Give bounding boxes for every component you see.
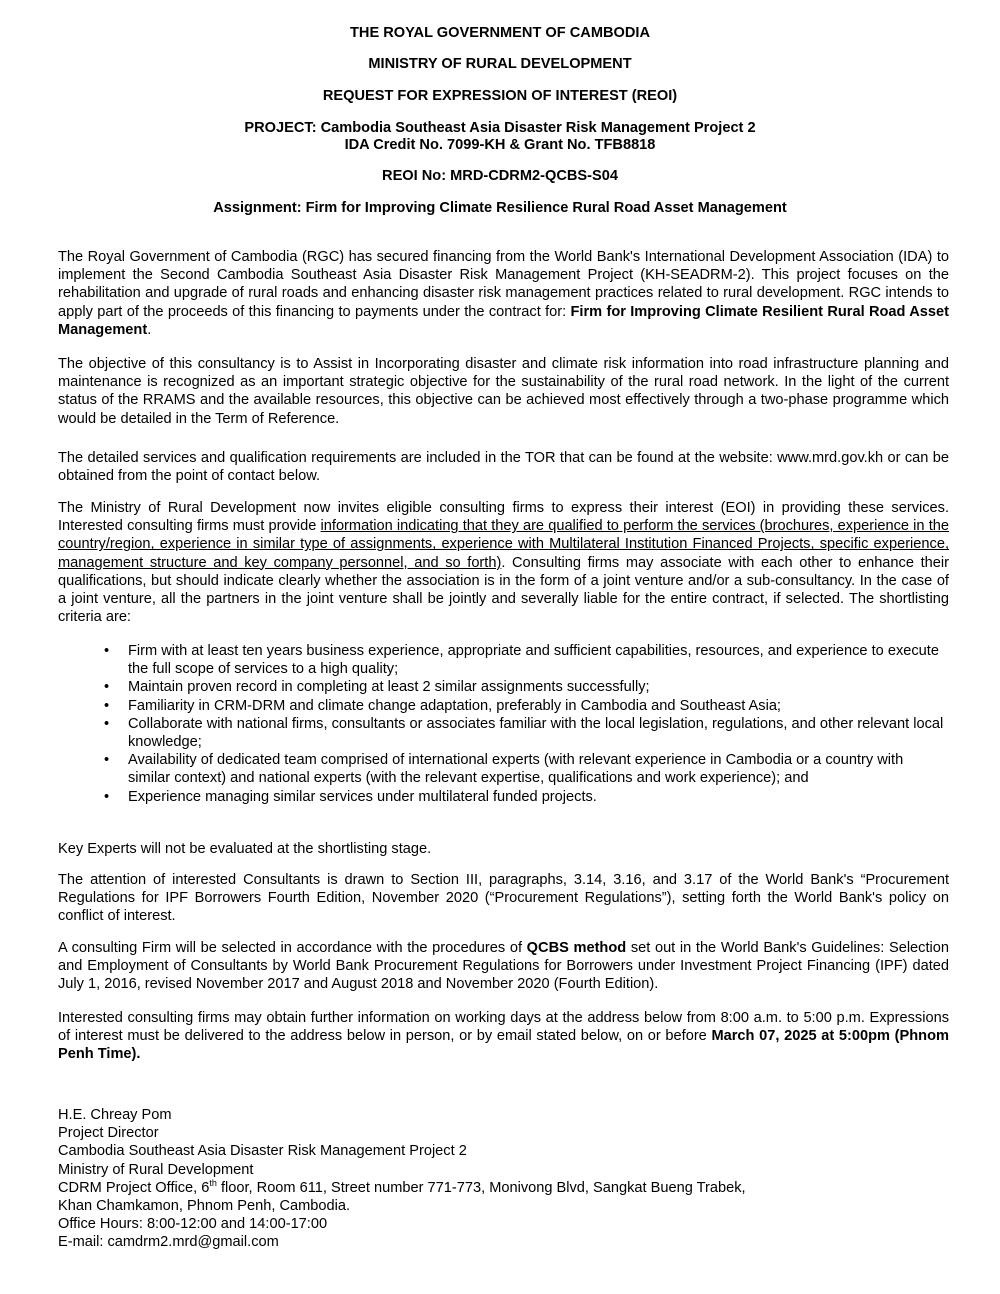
qualification-info-underlined: information indicating that they are qualified to perform the services (brochures, experience in the country/region, experience in similar type of assignments, experience with Multilateral Institution Financed Projects, specific experience, management structure and key company personnel, and so forth) xyxy=(58,518,949,571)
paragraph-selection-method xyxy=(58,939,949,994)
paragraph-key-experts: Key Experts will not be evaluated at the shortlisting stage. xyxy=(58,841,432,857)
criteria-item: • Firm with at least ten years business experience, appropriate and sufficient capabilities, resources, and experience to execute the full scope of services to a high quality; xyxy=(104,643,939,678)
paragraph-tor: The detailed services and qualification requirements are included in the TOR that can be found at the website: www.mrd.gov.kh or can be obtained from the point of contact below. xyxy=(58,450,949,485)
header-reoi-title: REQUEST FOR EXPRESSION OF INTEREST (REOI) xyxy=(322,88,678,104)
paragraph-financing xyxy=(58,248,949,339)
paragraph-conflict-of-interest: The attention of interested Consultants is drawn to Section III, paragraphs, 3.14, 3.16, and 3.17 of the World Bank's “Procurement Regulations for IPF Borrowers Fourth Edition, November 2020 (“Procurement Regulations”), setting forth the World Bank's policy on conflict of interest. xyxy=(58,872,949,925)
bullet-icon: • xyxy=(104,643,110,659)
bullet-icon: • xyxy=(104,715,110,732)
criteria-item: • Collaborate with national firms, consultants or associates familiar with the local legislation, regulations, and other relevant local knowledge; xyxy=(104,715,944,751)
paragraph-financing-text: The Royal Government of Cambodia (RGC) has secured financing from the World Bank's International Development Association (IDA) to implement the Second Cambodia Southeast Asia Disaster Risk Management Project (KH-SEADRM-2). This project focuses on the rehabilitation and upgrade of rural roads and enhancing disaster risk management practices related to rural development. RGC intends to apply part of the proceeds of this financing to payments under the contract for: xyxy=(58,249,949,320)
criteria-item: • Experience managing similar services under multilateral funded projects. xyxy=(104,788,597,805)
contract-name: Firm for Improving Climate Resilient Rural Road Asset Management xyxy=(58,303,949,338)
qcbs-method: QCBS method xyxy=(526,940,627,956)
deadline-text: Interested consulting firms may obtain further information on working days at the address below from 8:00 a.m. to 5:00 p.m. Expressions of interest must be delivered to the address below in person, or by email stated below, on or before xyxy=(58,1010,949,1045)
shortlisting-criteria-list xyxy=(58,642,949,806)
contact-block xyxy=(58,1106,949,1252)
selection-text-end: set out in the World Bank's Guidelines: Selection and Employment of Consultants by World Bank Procurement Regulations for Borrowers under Investment Project Financing (IPF) dated July 1, 2016, revised November 2017 and August 2018 and November 2020 (Fourth Edition). xyxy=(58,940,950,993)
header-assignment: Assignment: Firm for Improving Climate Resilience Rural Road Asset Management xyxy=(213,200,787,216)
bullet-icon: • xyxy=(104,788,110,805)
header-government: THE ROYAL GOVERNMENT OF CAMBODIA xyxy=(350,25,650,41)
invitation-text-end: . Consulting firms may associate with each other to enhance their qualifications, but should indicate clearly whether the association is in the form of a joint venture and/or a sub-consultancy. In the case of a joint venture, all the partners in the joint venture shall be jointly and severally liable for the entire contract, if selected. The shortlisting criteria are: xyxy=(58,554,949,626)
contact-name: H.E. Chreay Pom xyxy=(58,1107,172,1123)
contact-email[interactable]: E-mail: camdrm2.mrd@gmail.com xyxy=(58,1234,279,1251)
contact-office-hours: Office Hours: 8:00-12:00 and 14:00-17:00 xyxy=(58,1216,328,1233)
paragraph-invitation xyxy=(58,499,949,626)
criteria-item: • Availability of dedicated team comprised of international experts (with relevant experience in Cambodia or a country with similar context) and national experts (with the relevant expertise, qualifications and work experience); and xyxy=(104,752,904,787)
paragraph-deadline xyxy=(58,1009,949,1064)
selection-text: A consulting Firm will be selected in accordance with the procedures of xyxy=(58,940,527,956)
submission-deadline: March 07, 2025 at 5:00pm (Phnom Penh Time). xyxy=(58,1028,949,1063)
contact-address-line2: Khan Chamkamon, Phnom Penh, Cambodia. xyxy=(58,1198,351,1215)
criteria-item: • Familiarity in CRM-DRM and climate change adaptation, preferably in Cambodia and Southeast Asia; xyxy=(104,697,781,714)
bullet-icon: • xyxy=(104,697,110,714)
contact-ministry: Ministry of Rural Development xyxy=(58,1161,254,1178)
paragraph-financing-end: . xyxy=(147,321,152,338)
invitation-text: The Ministry of Rural Development now invites eligible consulting firms to express their interest (EOI) in providing these services. Interested consulting firms must provide xyxy=(58,500,949,535)
bullet-icon: • xyxy=(104,752,110,769)
contact-title: Project Director xyxy=(58,1125,159,1142)
contact-address-line1: CDRM Project Office, 6th floor, Room 611, Street number 771-773, Monivong Blvd, Sangkat Bueng Trabek, xyxy=(58,1177,746,1196)
contact-project: Cambodia Southeast Asia Disaster Risk Management Project 2 xyxy=(58,1143,467,1160)
header-credit: IDA Credit No. 7099-KH & Grant No. TFB8818 xyxy=(344,137,656,153)
paragraph-objective: The objective of this consultancy is to Assist in Incorporating disaster and climate risk information into road infrastructure planning and maintenance is recognized as an important strategic objective for the sustainability of the rural road network. In the light of the current status of the RRAMS and the available resources, this objective can be achieved most effectively through a two-phase programme which would be detailed in the Term of Reference. xyxy=(58,356,949,427)
criteria-item: • Maintain proven record in completing at least 2 similar assignments successfully; xyxy=(104,679,650,696)
header-project: PROJECT: Cambodia Southeast Asia Disaster Risk Management Project 2 xyxy=(244,120,756,136)
bullet-icon: • xyxy=(104,679,110,696)
header-reoi-number: REOI No: MRD-CDRM2-QCBS-S04 xyxy=(382,168,618,184)
header-ministry: MINISTRY OF RURAL DEVELOPMENT xyxy=(368,56,632,72)
